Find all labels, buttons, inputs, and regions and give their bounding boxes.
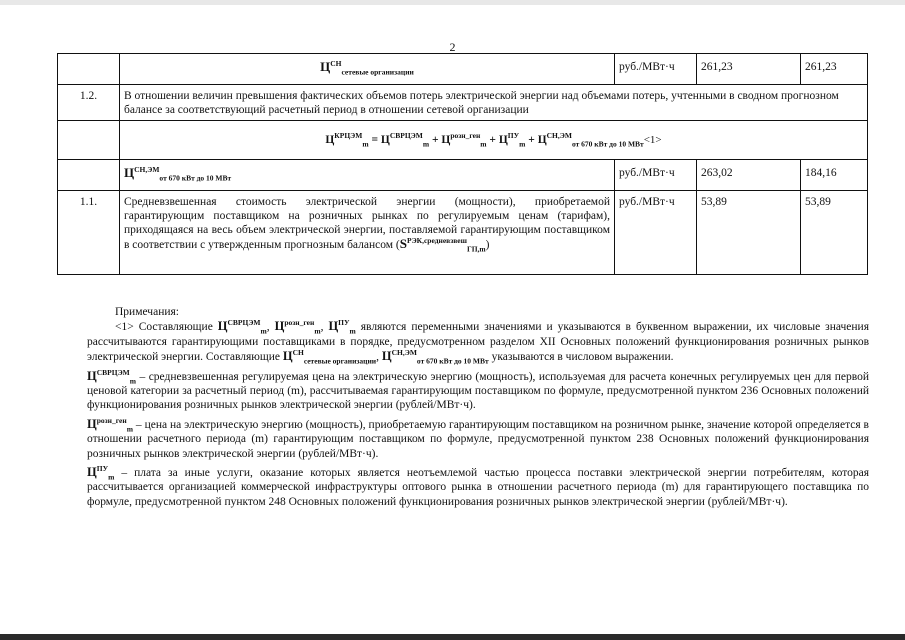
table-row xyxy=(58,191,868,275)
table-row xyxy=(58,85,868,121)
table-row xyxy=(58,121,868,160)
unit-cell: руб./МВт·ч xyxy=(615,191,697,275)
note-ref: <1> xyxy=(643,134,662,146)
notes-heading: Примечания: xyxy=(115,306,179,318)
table-row xyxy=(58,54,868,85)
value-cell: 261,23 xyxy=(801,54,868,85)
symbol-cell: $Ц^{СН,ЭМ}_{от 670 кВт до 10 МВт}$ xyxy=(120,160,615,191)
row-number: 1.1. xyxy=(58,191,120,275)
row-number: 1.2. xyxy=(58,85,120,121)
value-cell: 184,16 xyxy=(801,160,868,191)
note-3: $Ц^{розн\_ген}_m$ – цена на электрическую энергию (мощность), приобретаемую гарантирующим поставщиком на розничном рынке, значение которой определяется в отношении расчетного периода (m) гарантирующим поставщиком по формуле, предусмотренной пунктом 238 Основных положений функционирования розничных рынков электрической энергии (рублей/МВт·ч). xyxy=(87,416,869,460)
value-cell: 53,89 xyxy=(697,191,801,275)
page-number: 2 xyxy=(449,40,456,54)
tariff-table xyxy=(57,53,868,275)
bottom-edge xyxy=(0,634,905,640)
row-text: В отношении величин превышения фактических объемов потерь электрической энергии над объемами потерь, учтенными в сводном прогнозном балансе за соответствующий расчетный период в отношении сетевой организации xyxy=(120,85,868,121)
formula: $Ц^{КРЦЭМ}_m = Ц^{СВРЦЭМ}_m + Ц^{розн\_ген}_m + Ц^{ПУ}_m + Ц^{СН,ЭМ}_{от 670 кВт до 10 МВт}<1>$ xyxy=(120,121,868,160)
value-cell: 53,89 xyxy=(801,191,868,275)
note-1: <1> Составляющие $Ц^{СВРЦЭМ}_m$, $Ц^{розн\_ген}_m$, $Ц^{ПУ}_m$ являются переменными значениями и указываются в буквенном выражении, их числовые значения рассчитываются гарантирующими поставщиками в порядке, предусмотренном разделом XII Основных положений функционирования розничных рынков электрической энергии. Составляющие $Ц^{СН}_{сетевые организации}$, $Ц^{СН,ЭМ}_{от 670 кВт до 10 МВт}$ указываются в числовом выражении. xyxy=(87,318,869,366)
table-row xyxy=(58,160,868,191)
row-text: Средневзвешенная стоимость электрической энергии (мощности), приобретаемой гарантирующим поставщиком на розничных рынках по регулируемым ценам (тарифам), приходящаяся на весь объем электрической энергии, поставляемой гарантирующим поставщиком в соответствии с утвержденным прогнозным балансом $(S^{РЭК,средневзвеш}_{ГП,m})$ xyxy=(120,191,615,275)
notes xyxy=(87,305,869,509)
top-edge xyxy=(0,0,905,5)
note-4: $Ц^{ПУ}_m$ – плата за иные услуги, оказание которых является неотъемлемой частью процесса поставки электрической энергии потребителям, которая рассчитывается организацией коммерческой инфраструктуры оптового рынка в отношении расчетного периода (m) для гарантирующего поставщика по формуле, предусмотренной пунктом 248 Основных положений функционирования розничных рынков электрической энергии (рублей/МВт·ч). xyxy=(87,464,870,508)
note-2: $Ц^{СВРЦЭМ}_m$ – средневзвешенная регулируемая цена на электрическую энергию (мощность), используемая для расчета конечных регулируемых цен для первой ценовой категории за расчетный период (m), рассчитываемая гарантирующим поставщиком по формуле, предусмотренной пунктом 236 Основных положений функционирования розничных рынков электрической энергии (рублей/МВт·ч). xyxy=(87,367,870,412)
unit-cell: руб./МВт·ч xyxy=(615,54,697,85)
value-cell: 261,23 xyxy=(697,54,801,85)
symbol-cell: $Ц^{СН}_{сетевые организации}$ xyxy=(120,54,615,85)
unit-cell: руб./МВт·ч xyxy=(615,160,697,191)
value-cell: 263,02 xyxy=(697,160,801,191)
